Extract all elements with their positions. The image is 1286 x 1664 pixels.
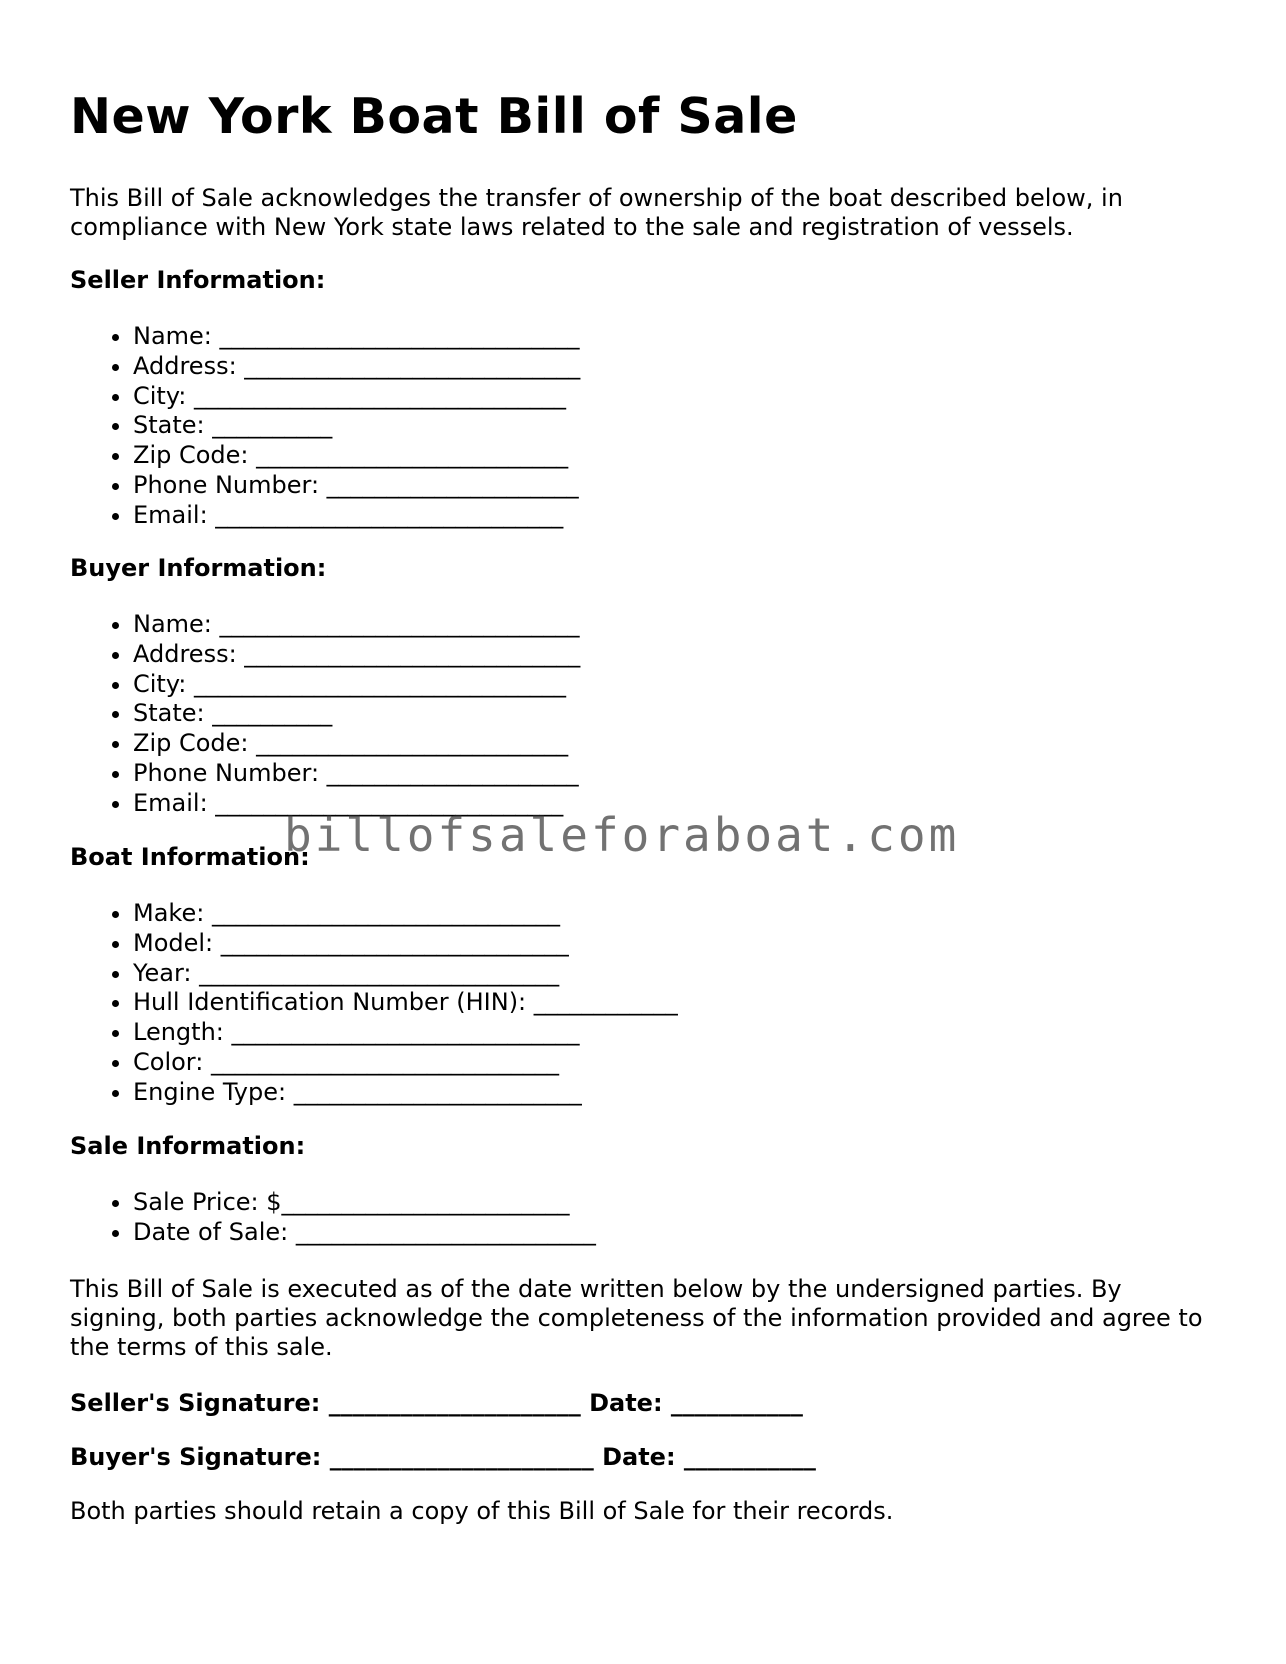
seller-heading: Seller Information: bbox=[70, 266, 326, 294]
boat-model-field: • Model: _____________________________ bbox=[133, 929, 678, 959]
buyer-zip-field: • Zip Code: __________________________ bbox=[133, 729, 580, 759]
buyer-heading: Buyer Information: bbox=[70, 554, 327, 582]
intro-paragraph: This Bill of Sale acknowledges the transfer of ownership of the boat described below, in compliance with New York state laws related to the sale and registration of vessels. bbox=[70, 184, 1123, 241]
boat-color-field: • Color: _____________________________ bbox=[133, 1048, 678, 1078]
seller-fields bbox=[70, 322, 580, 531]
watermark-text: billofsaleforaboat.com bbox=[284, 808, 960, 862]
seller-name-field: • Name: ______________________________ bbox=[133, 322, 580, 352]
seller-signature-line: Seller's Signature: _____________________ Date: ___________ bbox=[70, 1389, 803, 1417]
boat-length-field: • Length: _____________________________ bbox=[133, 1018, 678, 1048]
sale-price-field: • Sale Price: $________________________ bbox=[133, 1188, 596, 1218]
closing-paragraph: Both parties should retain a copy of this Bill of Sale for their records. bbox=[70, 1497, 894, 1525]
seller-state-field: • State: __________ bbox=[133, 411, 580, 441]
boat-fields bbox=[70, 899, 678, 1108]
buyer-state-field: • State: __________ bbox=[133, 699, 580, 729]
sale-heading: Sale Information: bbox=[70, 1132, 306, 1160]
buyer-city-field: • City: _______________________________ bbox=[133, 670, 580, 700]
seller-address-field: • Address: ____________________________ bbox=[133, 352, 580, 382]
buyer-address-field: • Address: ____________________________ bbox=[133, 640, 580, 670]
buyer-signature-line: Buyer's Signature: ______________________ Date: ___________ bbox=[70, 1443, 816, 1471]
sale-date-field: • Date of Sale: _________________________ bbox=[133, 1218, 596, 1248]
seller-phone-field: • Phone Number: _____________________ bbox=[133, 471, 580, 501]
boat-year-field: • Year: ______________________________ bbox=[133, 959, 678, 989]
boat-heading: Boat Information: bbox=[70, 843, 310, 871]
boat-make-field: • Make: _____________________________ bbox=[133, 899, 678, 929]
buyer-fields bbox=[70, 610, 580, 819]
buyer-name-field: • Name: ______________________________ bbox=[133, 610, 580, 640]
execution-paragraph: This Bill of Sale is executed as of the date written below by the undersigned parties. By signing, both parties acknowledge the completeness of the information provided and agree to the terms of this sale. bbox=[70, 1275, 1203, 1361]
buyer-phone-field: • Phone Number: _____________________ bbox=[133, 759, 580, 789]
boat-engine-field: • Engine Type: ________________________ bbox=[133, 1078, 678, 1108]
seller-city-field: • City: _______________________________ bbox=[133, 382, 580, 412]
seller-zip-field: • Zip Code: __________________________ bbox=[133, 441, 580, 471]
document-title: New York Boat Bill of Sale bbox=[70, 88, 798, 145]
sale-fields bbox=[70, 1188, 596, 1248]
boat-hin-field: • Hull Identification Number (HIN): ____________ bbox=[133, 988, 678, 1018]
seller-email-field: • Email: _____________________________ bbox=[133, 501, 580, 531]
buyer-email-field: • Email: _____________________________ bbox=[133, 789, 580, 819]
